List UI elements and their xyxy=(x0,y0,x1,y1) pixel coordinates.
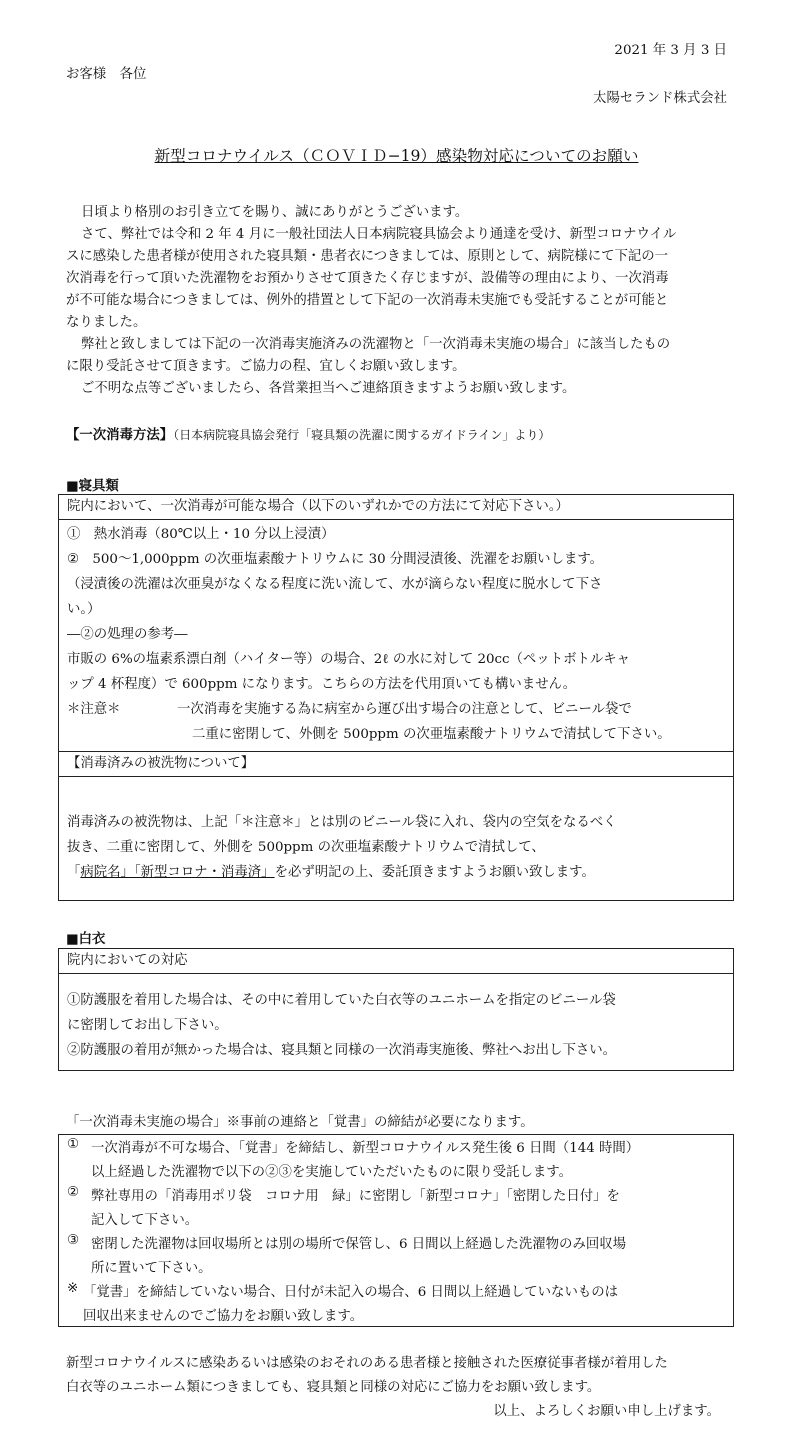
intro-line-6: なりました。 xyxy=(66,315,147,330)
bedding-line-1: ① 熱水消毒（80℃以上・10 分以上浸漬） xyxy=(67,527,335,542)
unperformed-item-1-line-1: 一次消毒が不可な場合、「覚書」を締結し、新型コロナウイルス発生後 6 日間（144 時間） xyxy=(91,1141,640,1156)
document-title: 新型コロナウイルス（ＣＯＶＩＤ−19）感染物対応についてのお願い xyxy=(154,147,639,165)
coat-box xyxy=(58,948,734,1071)
unperformed-mark-3: ③ xyxy=(67,1233,80,1248)
unperformed-mark-1: ① xyxy=(67,1137,80,1152)
intro-line-5: が不可能な場合につきましては、例外的措置として下記の一次消毒未実施でも受託することが可能と xyxy=(66,293,669,308)
unperformed-mark-2: ② xyxy=(67,1185,80,1200)
document-date: 2021 年 3 月 3 日 xyxy=(614,43,727,58)
intro-line-8: に限り受託させて頂きます。ご協力の程、宜しくお願い致します。 xyxy=(66,359,466,374)
method-heading-row xyxy=(66,424,550,447)
unperformed-mark-4: ※ xyxy=(67,1281,79,1296)
unperformed-item-2-line-1: 弊社専用の「消毒用ポリ袋 コロナ用 緑」に密閉し「新型コロナ」「密閉した日付」を xyxy=(91,1189,620,1204)
method-heading: 【一次消毒方法】 xyxy=(66,427,174,443)
bedding-line-5: ―②の処理の参考― xyxy=(67,627,188,642)
intro-line-3: スに感染した患者様が使用された寝具類・患者衣につきましては、原則として、病院様にて下記の一 xyxy=(66,249,669,264)
coat-line-3: ②防護服の着用が無かった場合は、寝具類と同様の一次消毒実施後、弊社へお出し下さい。 xyxy=(67,1043,617,1058)
unperformed-item-4-line-2: 回収出来ませんのでご協力をお願い致します。 xyxy=(83,1309,364,1324)
company-name: 太陽セランド株式会社 xyxy=(593,91,727,106)
coat-line-1: ①防護服を着用した場合は、その中に着用していた白衣等のユニホームを指定のビニール袋 xyxy=(67,993,616,1008)
disinfected-line-2: 抜き、二重に密閉して、外側を 500ppm の次亜塩素酸ナトリウムで清拭して、 xyxy=(67,840,545,855)
bedding-line-7: ップ 4 杯程度）で 600ppm になります。こちらの方法を代用頂いても構いません。 xyxy=(67,677,577,692)
bedding-line-2: ② 500〜1,000ppm の次亜塩素酸ナトリウムに 30 分間浸漬後、洗濯をお願いします。 xyxy=(67,552,604,567)
bedding-line-6: 市販の 6%の塩素系漂白剤（ハイター等）の場合、2ℓ の水に対して 20cc（ペットボトルキャ xyxy=(67,652,631,667)
unperformed-item-2-line-2: 記入して下さい。 xyxy=(91,1213,199,1228)
bedding-box xyxy=(58,494,734,901)
intro-line-4: 次消毒を行って頂いた洗濯物をお預かりさせて頂きたく存じますが、設備等の理由により、一次消毒 xyxy=(66,271,669,286)
intro-line-1: 日頃より格別のお引き立てを賜り、誠にありがとうございます。 xyxy=(81,205,469,220)
disinfected-line-1: 消毒済みの被洗物は、上記「＊注意＊」とは別のビニール袋に入れ、袋内の空気をなるべく xyxy=(67,815,617,830)
bedding-label: ■寝具類 xyxy=(66,478,119,494)
footer-line-1: 新型コロナウイルスに感染あるいは感染のおそれのある患者様と接触された医療従事者様が着用した xyxy=(66,1356,668,1371)
unperformed-item-4-line-1: 「覚書」を締結していない場合、日付が未記入の場合、6 日間以上経過していないものは xyxy=(83,1285,619,1300)
intro-line-7: 弊社と致しましては下記の一次消毒実施済みの洗濯物と「一次消毒未実施の場合」に該当したもの xyxy=(81,337,671,352)
bedding-line-3: （浸漬後の洗濯は次亜臭がなくなる程度に洗い流して、水が滴らない程度に脱水して下さ xyxy=(67,577,603,592)
disinfected-header: 【消毒済みの被洗物について】 xyxy=(59,751,733,777)
method-source: （日本病院寝具協会発行「寝具類の洗濯に関するガイドライン」より） xyxy=(173,428,551,442)
unperformed-box xyxy=(58,1134,734,1327)
addressee: お客様 各位 xyxy=(66,67,147,82)
unperformed-item-1-line-2: 以上経過した洗濯物で以下の②③を実施していただいたものに限り受託します。 xyxy=(91,1165,572,1180)
caution-line-2: 二重に密閉して、外側を 500ppm の次亜塩素酸ナトリウムで清拭して下さい。 xyxy=(192,727,671,742)
footer-line-2: 白衣等のユニホーム類につきましても、寝具類と同様の対応にご協力をお願い致します。 xyxy=(66,1380,601,1395)
coat-label: ■白衣 xyxy=(66,931,106,947)
caution-line-1: 一次消毒を実施する為に病室から運び出す場合の注意として、ビニール袋で xyxy=(177,702,632,717)
bedding-box-header: 院内において、一次消毒が可能な場合（以下のいずれかでの方法にて対応下さい。） xyxy=(59,495,733,520)
coat-line-2: に密閉してお出し下さい。 xyxy=(67,1018,228,1033)
intro-line-2: さて、弊社では令和 2 年 4 月に一般社団法人日本病院寝具協会より通達を受け、新型コロナウイル xyxy=(81,227,677,242)
closing-text: 以上、よろしくお願い申し上げます。 xyxy=(493,1404,720,1419)
unperformed-heading: 「一次消毒未実施の場合」※事前の連絡と「覚書」の締結が必要になります。 xyxy=(66,1115,534,1130)
coat-box-header: 院内においての対応 xyxy=(59,949,733,974)
intro-line-9: ご不明な点等ございましたら、各営業担当へご連絡頂きますようお願い致します。 xyxy=(81,381,576,396)
disinfected-line-3 xyxy=(67,861,595,880)
disinfected-required-label: 病院名」「新型コロナ・消毒済」 xyxy=(80,865,275,880)
unperformed-item-3-line-2: 所に置いて下さい。 xyxy=(91,1261,212,1276)
caution-label: ＊注意＊ xyxy=(67,702,121,717)
unperformed-item-3-line-1: 密閉した洗濯物は回収場所とは別の場所で保管し、6 日間以上経過した洗濯物のみ回収場 xyxy=(91,1237,627,1252)
bedding-line-4: い。） xyxy=(67,602,101,617)
disinfected-line-3-rest: を必ず明記の上、委託頂きますようお願い致します。 xyxy=(274,865,595,880)
disinfected-quote-open: 「 xyxy=(67,865,81,880)
